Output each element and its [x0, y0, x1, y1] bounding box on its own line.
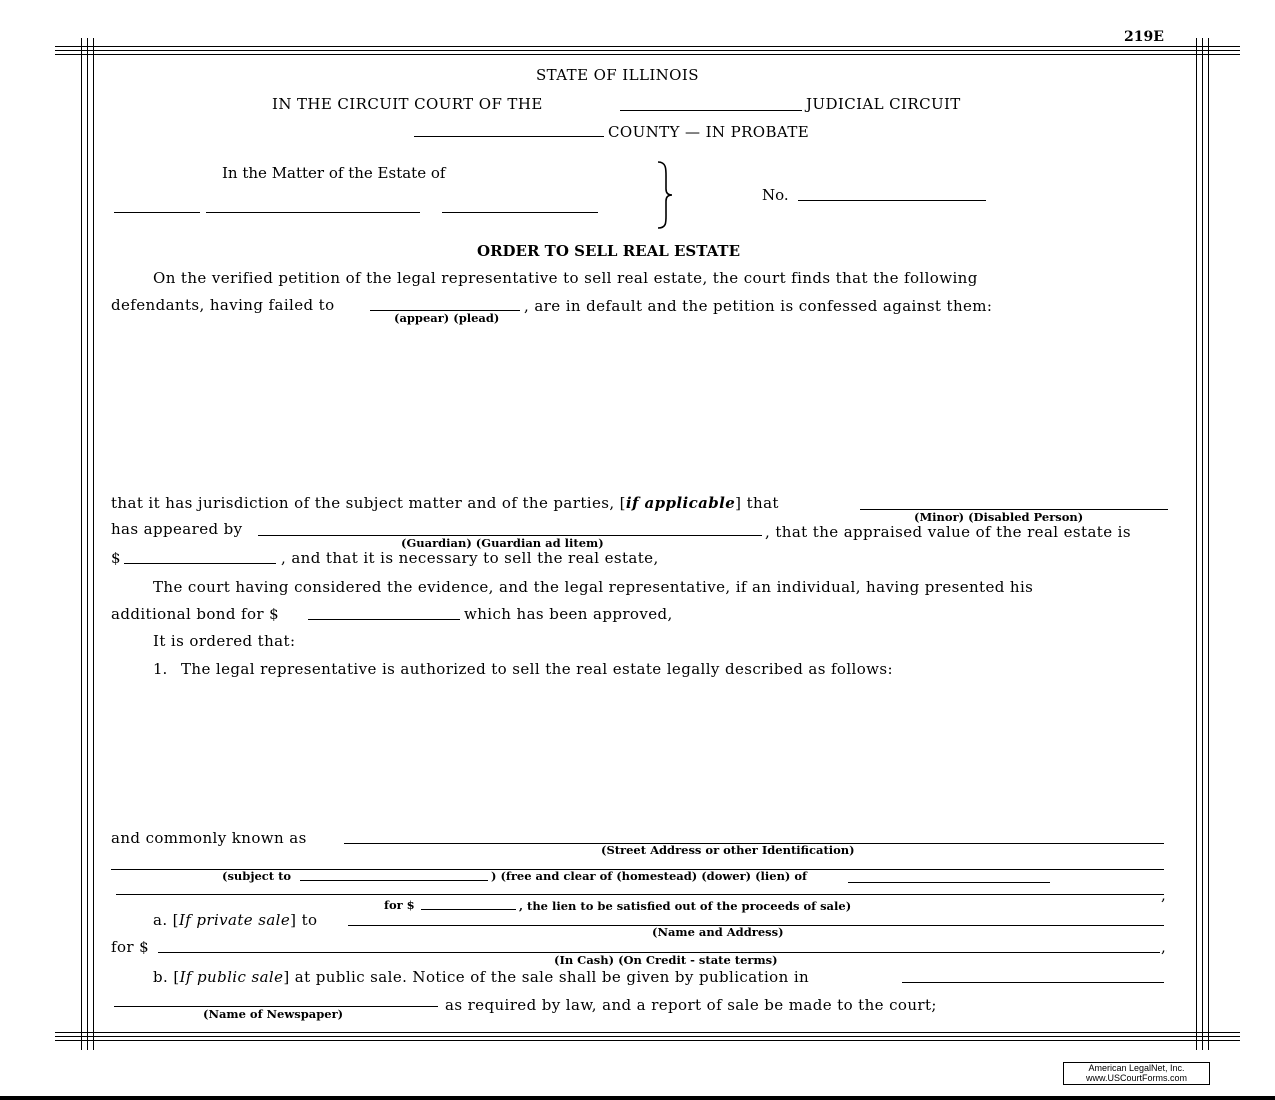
case-number-label: No. [762, 186, 789, 204]
item1-text: The legal representative is authorized to sell the real estate legally described as follows: [181, 660, 893, 678]
lien-satisfied-label: , the lien to be satisfied out of the proceeds of sale) [519, 899, 852, 913]
court-suffix: JUDICIAL CIRCUIT [806, 95, 961, 113]
county-heading: COUNTY — IN PROBATE [608, 123, 810, 141]
item-a-text: a. [If private sale] to [153, 911, 318, 929]
para1-line1: On the verified petition of the legal representative to sell real estate, the court finds that the following [153, 269, 978, 287]
estate-matter-label: In the Matter of the Estate of [222, 164, 446, 182]
item1-number: 1. [153, 660, 168, 678]
para2-line3: , and that it is necessary to sell the real estate, [281, 549, 659, 567]
appraised-dollar-sign: $ [111, 549, 121, 567]
para3-line1: The court having considered the evidence, and the legal representative, if an individual, having presented his [153, 578, 1034, 596]
estate-name-blank-1[interactable] [114, 212, 200, 213]
lien-holder-blank[interactable] [848, 882, 1050, 883]
estate-name-blank-3[interactable] [442, 212, 598, 213]
street-address-label: (Street Address or other Identification) [601, 843, 855, 857]
stamp-line-1: American LegalNet, Inc. [1088, 1063, 1185, 1073]
newspaper-label: (Name of Newspaper) [203, 1007, 344, 1021]
lien-line-comma: , [1161, 886, 1166, 904]
subject-to-blank[interactable] [300, 880, 488, 881]
name-address-label: (Name and Address) [652, 925, 784, 939]
lien-continuation-blank[interactable] [116, 894, 1164, 895]
lien-dollar-label: for $ [384, 898, 415, 912]
para2-line1: that it has jurisdiction of the subject matter and of the parties, [if applicable] that [111, 494, 779, 512]
known-as-label: and commonly known as [111, 829, 307, 847]
cash-credit-label: (In Cash) (On Credit - state terms) [554, 953, 778, 967]
minor-disabled-label: (Minor) (Disabled Person) [914, 510, 1084, 524]
document-title: ORDER TO SELL REAL ESTATE [477, 242, 741, 260]
guardian-label: (Guardian) (Guardian ad litem) [401, 536, 604, 550]
sale-price-label: for $ [111, 938, 150, 956]
para1-line2-end: , are in default and the petition is confessed against them: [524, 297, 993, 315]
bond-amount-blank[interactable] [308, 619, 460, 620]
county-blank[interactable] [414, 136, 604, 137]
item-b-text: b. [If public sale] at public sale. Notice of the sale shall be given by publication in [153, 968, 810, 986]
appraised-value-blank[interactable] [124, 563, 276, 564]
para2-line2-start: has appeared by [111, 520, 243, 538]
estate-name-blank-2[interactable] [206, 212, 420, 213]
court-prefix: IN THE CIRCUIT COURT OF THE [272, 95, 543, 113]
publication-blank[interactable] [902, 982, 1164, 983]
ordered-heading: It is ordered that: [153, 632, 296, 650]
para2-line2-end: , that the appraised value of the real estate is [765, 523, 1131, 541]
legalnet-stamp [1063, 1062, 1210, 1085]
appear-plead-label: (appear) (plead) [394, 311, 500, 325]
free-clear-label: ) (free and clear of (homestead) (dower) (lien) of [491, 869, 807, 883]
lien-amount-blank[interactable] [421, 909, 516, 910]
judicial-circuit-blank[interactable] [620, 110, 802, 111]
para1-line2-start: defendants, having failed to [111, 296, 335, 314]
subject-to-label: (subject to [222, 869, 292, 883]
para3-line2-start: additional bond for $ [111, 605, 280, 623]
caption-brace [652, 160, 676, 230]
stamp-line-2: www.USCourtForms.com [1085, 1072, 1187, 1083]
para3-line2-end: which has been approved, [464, 605, 673, 623]
form-number: 219E [1124, 29, 1164, 45]
case-number-blank[interactable] [798, 200, 986, 201]
state-heading: STATE OF ILLINOIS [536, 66, 699, 84]
scan-bottom-edge [0, 1096, 1275, 1100]
required-by-law-text: as required by law, and a report of sale be made to the court; [445, 996, 937, 1014]
sale-terms-comma: , [1161, 938, 1166, 956]
